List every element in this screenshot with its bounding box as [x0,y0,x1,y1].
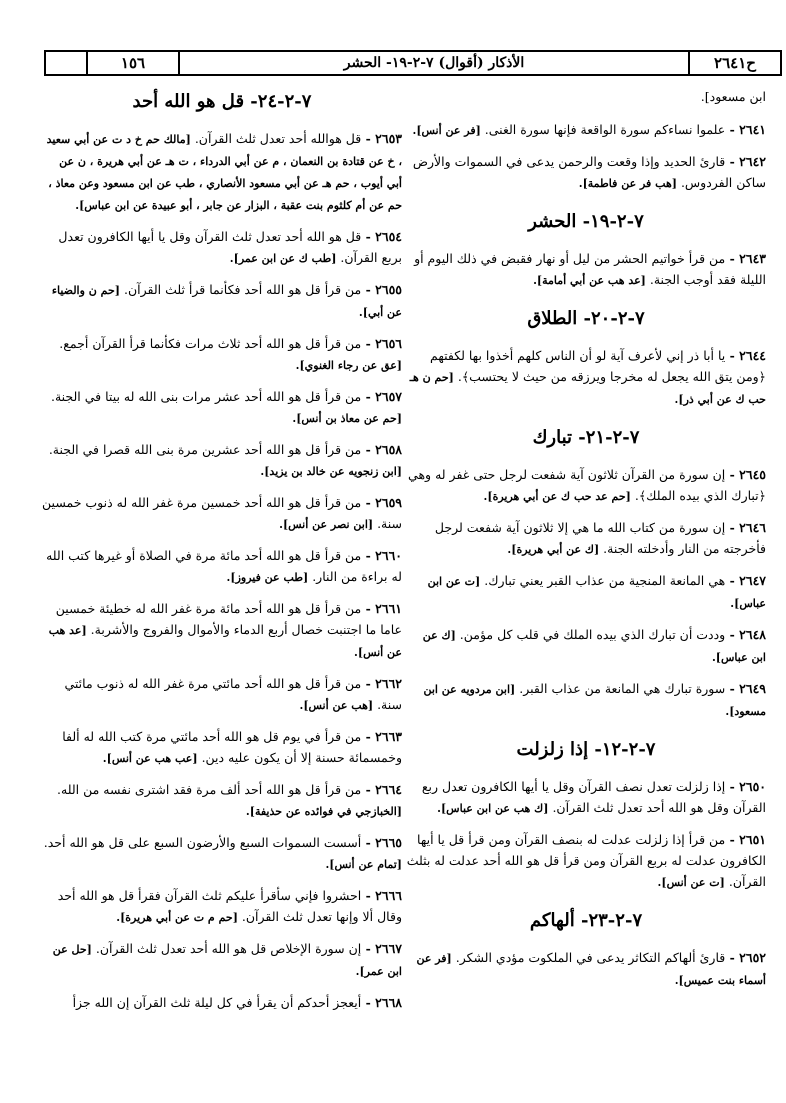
hadith-number: ٢٦٥٥ [375,282,402,297]
hadith-text: من قرأ خواتيم الحشر من ليل أو نهار فقبض في ذلك اليوم أو الليلة فقد أوجب الجنة. [414,251,766,287]
number-dash: - [361,229,376,244]
hadith-text: قل هوالله أحد تعدل ثلث القرآن. [194,131,362,146]
number-dash: - [725,520,740,535]
hadith-text: من قرأ قل هو الله أحد ألف مرة فقد اشترى نفسه من الله. [57,782,362,797]
chapter-heading: ٧-٢-١٩- الحشر [528,211,644,232]
hadith-source: [طب عن فيروز]. [226,571,309,584]
number-dash: - [361,729,376,744]
hadith-text: احشروا فإني سأقرأ عليكم ثلث القرآن فقرأ قل هو الله أحد وقال ألا وإنها تعدل ثلث القرآن. [57,888,402,924]
hadith-number: ٢٦٦٥ [375,835,402,850]
hadith-number: ٢٦٥١ [739,832,766,847]
hadith-number: ٢٦٤٨ [739,627,766,642]
number-dash: - [361,442,376,457]
hadith-number: ٢٦٥٧ [375,389,402,404]
chapter-heading: ٧-٢-١٢- إذا زلزلت [516,739,656,760]
hadith-text: من قرأ قل هو الله أحد مائة مرة غفر الله له خطيئة خمسين عاما ما اجتنبت خصال أربع الدماء والأموال والفروج والأشربة. [55,601,402,637]
hadith-entry [42,673,402,716]
hadith-entry [406,248,766,291]
hadith-number: ٢٦٦٤ [375,782,402,797]
hadith-source: [ابن زنجويه عن خالد بن يزيد]. [260,465,402,478]
hadith-number: ٢٦٥٢ [739,950,766,965]
hadith-text: أسست السموات السبع والأرضون السبع على قل هو الله أحد. [43,835,362,850]
hadith-text: إن سورة من القرآن ثلاثون آية شفعت لرجل حتى غفر له وهي ﴿تبارك الذي بيده الملك﴾. [408,467,766,503]
hadith-source: [عب هب عن أنس]. [102,752,198,765]
number-dash: - [725,681,740,696]
number-dash: - [725,779,740,794]
continued-fragment: ابن مسعود]. [700,89,766,104]
hadith-source: [حل عن ابن عمر]. [52,943,402,978]
chapter-heading: ٧-٢-٢١- تبارك [532,427,640,448]
hadith-text: من قرأ قل هو الله أحد عشر مرات بنى الله له بيتا في الجنة. [50,389,362,404]
number-dash: - [361,548,376,563]
hadith-entry [42,598,402,663]
hadith-entry [42,779,402,822]
hadith-source: [عق عن رجاء الغنوي]. [295,359,402,372]
number-dash: - [725,251,740,266]
hadith-entry [42,492,402,535]
hadith-number: ٢٦٥٩ [375,495,402,510]
hadith-entry [42,333,402,376]
hadith-source: [حم م ت عن أبي هريرة]. [116,911,238,924]
hadith-entry [406,776,766,819]
hadith-source: [ت عن ابن عباس]. [427,575,766,610]
hadith-source: [طب ك عن ابن عمر]. [229,252,337,265]
hadith-entry [406,678,766,722]
hadith-entry [406,464,766,507]
chapter-heading: ٧-٢-٢٠- الطلاق [527,308,645,329]
hadith-text: قارئ الحديد وإذا وقعت والرحمن يدعى في السموات والأرض ساكن الفردوس. [412,154,766,190]
hadith-entry [42,128,402,216]
hadith-number: ٢٦٦٣ [375,729,402,744]
number-dash: - [725,573,740,588]
number-dash: - [725,122,740,137]
hadith-entry [406,119,766,141]
header-empty-cell [46,52,86,74]
hadith-text: إن سورة الإخلاص قل هو الله أحد تعدل ثلث القرآن. [95,941,362,956]
hadith-entry [406,517,766,560]
hadith-text: سورة تبارك هي المانعة من عذاب القبر. [519,681,726,696]
hadith-number: ٢٦٤١ [739,122,766,137]
hadith-entry [42,885,402,928]
hadith-text: قارئ ألهاكم التكاثر يدعى في الملكوت مؤدي الشكر. [455,950,726,965]
hadith-number: ٢٦٥٨ [375,442,402,457]
hadith-number: ٢٦٤٢ [739,154,766,169]
hadith-number: ٢٦٦٢ [375,676,402,691]
number-dash: - [725,467,740,482]
hadith-range-code: ح٢٦٤١ [688,52,780,74]
hadith-source: [ابن نصر عن أنس]. [279,518,374,531]
hadith-entry [42,386,402,429]
hadith-source: [حم عن معاذ بن أنس]. [292,412,402,425]
number-dash: - [361,835,376,850]
hadith-text: من قرأ قل هو الله أحد مائتي مرة غفر الله له ذنوب مائتي سنة. [64,676,402,712]
hadith-source: [الخبازجي في فوائده عن حذيفة]. [245,805,402,818]
hadith-text: من قرأ قل هو الله أحد خمسين مرة غفر الله له ذنوب خمسين سنة. [42,495,402,531]
hadith-text: يا أبا ذر إني لأعرف آية لو أن الناس كلهم أخذوا بها لكفتهم ﴿ومن يتق الله يجعل له مخرجا ويرزقه من حيث لا يحتسب﴾. [430,348,766,384]
hadith-entry [406,151,766,194]
hadith-source: [ك عن ابن عباس]. [422,629,766,664]
hadith-text: من قرأ قل هو الله أحد مائة مرة في الصلاة أو غيرها كتب الله له براءة من النار. [46,548,402,584]
hadith-source: [حم ن والضياء عن أبي]. [51,284,402,319]
hadith-number: ٢٦٥٤ [375,229,402,244]
hadith-source: [حم عد حب ك عن أبي هريرة]. [483,490,631,503]
hadith-text: من قرأ قل هو الله أحد ثلاث مرات فكأنما قرأ القرآن أجمع. [59,336,362,351]
hadith-number: ٢٦٥٠ [739,779,766,794]
hadith-text: هي المانعة المنجية من عذاب القبر يعني تبارك. [484,573,726,588]
hadith-source: [فر عن أنس]. [412,124,481,137]
hadith-source: [فر عن أسماء بنت عميس]. [416,952,766,987]
number-dash: - [361,676,376,691]
chapter-heading: ٧-٢-٢٤- قل هو الله أحد [132,91,312,112]
hadith-number: ٢٦٥٦ [375,336,402,351]
page-number: ١٥٦ [86,52,178,74]
hadith-number: ٢٦٦٠ [375,548,402,563]
hadith-source: [ك عن أبي هريرة]. [507,543,600,556]
hadith-text: من قرأ في يوم قل هو الله أحد مائتي مرة كتب الله له ألفا وخمسمائة حسنة إلا أن يكون عليه دين. [62,729,402,765]
number-dash: - [361,495,376,510]
hadith-source: [ت عن أنس]. [657,876,725,889]
right-column [406,86,766,1001]
hadith-text: من قرأ قل هو الله أحد فكأنما قرأ ثلث القرآن. [123,282,362,297]
hadith-source: [تمام عن أنس]. [325,858,402,871]
number-dash: - [725,832,740,847]
number-dash: - [725,950,740,965]
number-dash: - [361,941,376,956]
hadith-entry [42,992,402,1013]
hadith-text: إذا زلزلت تعدل نصف القرآن وقل يا أيها الكافرون تعدل ربع القرآن وقل هو الله أحد تعدل ثلث القرآن. [421,779,766,815]
number-dash: - [361,131,376,146]
hadith-text: من قرأ قل هو الله أحد عشرين مرة بنى الله قصرا في الجنة. [48,442,362,457]
number-dash: - [361,888,376,903]
hadith-entry [42,545,402,588]
hadith-text: قل هو الله أحد تعدل ثلث القرآن وقل يا أيها الكافرون تعدل بربع القرآن. [58,229,402,265]
page-header [44,50,782,76]
hadith-entry [42,439,402,482]
hadith-source: [ك هب عن ابن عباس]. [437,802,549,815]
hadith-number: ٢٦٤٦ [739,520,766,535]
hadith-number: ٢٦٤٣ [739,251,766,266]
hadith-text: علموا نساءكم سورة الواقعة فإنها سورة الغنى. [484,122,726,137]
hadith-number: ٢٦٦١ [375,601,402,616]
hadith-entry [406,829,766,893]
hadith-number: ٢٦٤٧ [739,573,766,588]
number-dash: - [361,995,376,1010]
number-dash: - [361,336,376,351]
hadith-entry [42,226,402,269]
chapter-heading: ٧-٢-٢٣- ألهاكم [529,910,643,931]
hadith-source: [هب عن أنس]. [299,699,374,712]
hadith-entry [42,938,402,982]
hadith-source: [هب فر عن فاطمة]. [578,177,677,190]
hadith-source: [ابن مردويه عن ابن مسعود]. [423,683,766,718]
hadith-text: إن سورة من كتاب الله ما هي إلا ثلاثون آية شفعت لرجل فأخرجته من النار وأدخلته الجنة. [434,520,766,556]
hadith-text: أيعجز أحدكم أن يقرأ في كل ليلة ثلث القرآن إن الله جزأ [72,995,362,1010]
hadith-entry [42,279,402,323]
hadith-entry [406,345,766,410]
hadith-text: وددت أن تبارك الذي بيده الملك في قلب كل مؤمن. [459,627,726,642]
hadith-entry [406,947,766,991]
hadith-source: [مالك حم خ د ت عن أبي سعيد ، خ عن قتادة بن النعمان ، م عن أبي الدرداء ، ت هـ عن أبي هريرة ، ن عن أبي أيوب ، حم هـ عن أبي مسعود الأنصاري ، طب عن ابن مسعود وعن معاذ ، حم عن أم كلثوم بنت عقبة ، البزار عن جابر ، أبو عبيدة عن ابن عباس]. [46,133,402,212]
hadith-entry [406,624,766,668]
hadith-source: [حم ن هـ حب ك عن أبي ذر]. [409,371,766,406]
hadith-number: ٢٦٤٩ [739,681,766,696]
hadith-number: ٢٦٤٥ [739,467,766,482]
hadith-entry [42,832,402,875]
number-dash: - [361,782,376,797]
hadith-source: [عد هب عن أبي أمامة]. [533,274,646,287]
hadith-text: من قرأ إذا زلزلت عدلت له بنصف القرآن ومن قرأ قل يا أيها الكافرون عدلت له بربع القرآن ومن قرأ قل هو الله أحد عدلت له بثلث القرآن. [406,832,766,889]
hadith-source: [عد هب عن أنس]. [48,624,402,659]
number-dash: - [361,389,376,404]
number-dash: - [361,601,376,616]
hadith-number: ٢٦٦٨ [375,995,402,1010]
number-dash: - [725,348,740,363]
hadith-entry [42,726,402,769]
number-dash: - [725,154,740,169]
hadith-number: ٢٦٦٧ [375,941,402,956]
number-dash: - [725,627,740,642]
hadith-number: ٢٦٦٦ [375,888,402,903]
hadith-entry [406,570,766,614]
running-title: الأذكار (أقوال) ٧-٢-١٩- الحشر [178,52,688,74]
left-column [42,86,402,1023]
hadith-number: ٢٦٤٤ [739,348,766,363]
number-dash: - [361,282,376,297]
hadith-number: ٢٦٥٣ [375,131,402,146]
